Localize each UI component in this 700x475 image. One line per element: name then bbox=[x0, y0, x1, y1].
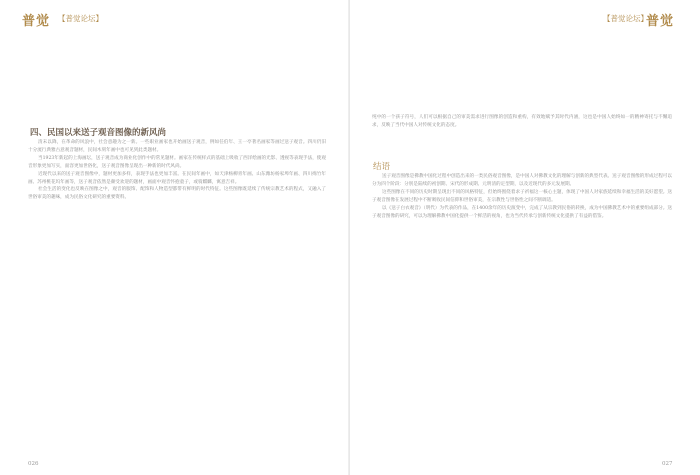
paragraph: 以《送子白衣观音》（明代）为代表的作品，在1400余年的历史演变中，完成了从宗教到民俗的转换，成为中国佛教艺术中的重要组成部分。送子观音图像的研究，可以为理解佛教中国化提供一个鲜活的视角，也为当代传承与创新传统文化提供了有益的借鉴。 bbox=[372, 205, 672, 219]
brand-logo: 普觉 bbox=[22, 14, 51, 29]
conclusion-title: 结语 bbox=[373, 162, 391, 172]
left-body-text bbox=[28, 139, 326, 457]
header-tag: 【普觉论坛】 bbox=[603, 14, 648, 23]
right-page bbox=[350, 0, 700, 475]
header-tag: 【普觉论坛】 bbox=[58, 14, 103, 23]
paragraph: 当1923年新起的上海画坛，送子观音成为商业化创作中的常见题材。画家在传统样式的基础上吸收了西洋绘画的光影、透视等表现手法，使观音形象更加写实，面容更加世俗化，送子观音图像呈现出一种新的时代风尚。 bbox=[28, 155, 326, 169]
page-number: 027 bbox=[662, 461, 673, 467]
section-title: 四、民国以来送子观音图像的新风尚 bbox=[30, 128, 167, 138]
paragraph: 这些图像在不同的历史时期呈现出不同的风格特征，但始终围绕着求子祈福这一核心主题，体现了中国人对家族延续和幸福生活的美好愿望。送子观音图像在发展过程中不断吸收民间信仰和世俗审美，在宗教性与世俗性之间不断调适。 bbox=[372, 189, 672, 203]
right-body-text bbox=[372, 173, 672, 373]
page-number: 026 bbox=[28, 461, 39, 467]
paragraph: 近现代以来的送子观音图像中，题材更加多样，表现手法也更加丰富。在民间年画中，如天津杨柳青年画、山东潍坊杨家埠年画、四川绵竹年画、苏州桃花坞年画等，送子观音依然是颇受欢迎的题材，画面中观音怀抱童子，或骑麒麟，寓意吉祥。 bbox=[28, 171, 326, 185]
paragraph: 纯中的一个孩子符号，人们可以根据自己的审美需求进行图像的创造和重构，有效地赋予其时代内涵，这也是中国人始终如一的精神寄托与不懈追求，反映了当代中国人对传统文化的态度。 bbox=[372, 115, 672, 128]
paragraph: 送子观音图像是佛教中国化过程中创造出来的一类民俗观音图像，是中国人对佛教文化的理解与创新的典型代表。送子观音图像的形成过程可以分为四个阶段：分别是陆续的初创期、宋代的形成期、元明清的定型期，以及近现代的多元发展期。 bbox=[372, 174, 672, 187]
continued-text bbox=[372, 114, 672, 134]
brand-logo: 普觉 bbox=[646, 14, 675, 29]
paragraph: 清末以降，在革命的风浪中，社会意趣为之一新。一些职业画家也开始画送子观音，例如任伯年、王一亭著名画家等画过送子观音。四川仍旧十分流行典雅古意观音题材，民间木刻年画中也可见到此类题材。 bbox=[28, 140, 326, 153]
paragraph: 社会生活的变化也反映在图像之中，观音的服饰、配饰和人物造型都带有鲜明的时代特征。这些图像既延续了传统宗教艺术的程式，又融入了世俗审美的趣味，成为民俗文化研究的重要资料。 bbox=[28, 187, 326, 201]
